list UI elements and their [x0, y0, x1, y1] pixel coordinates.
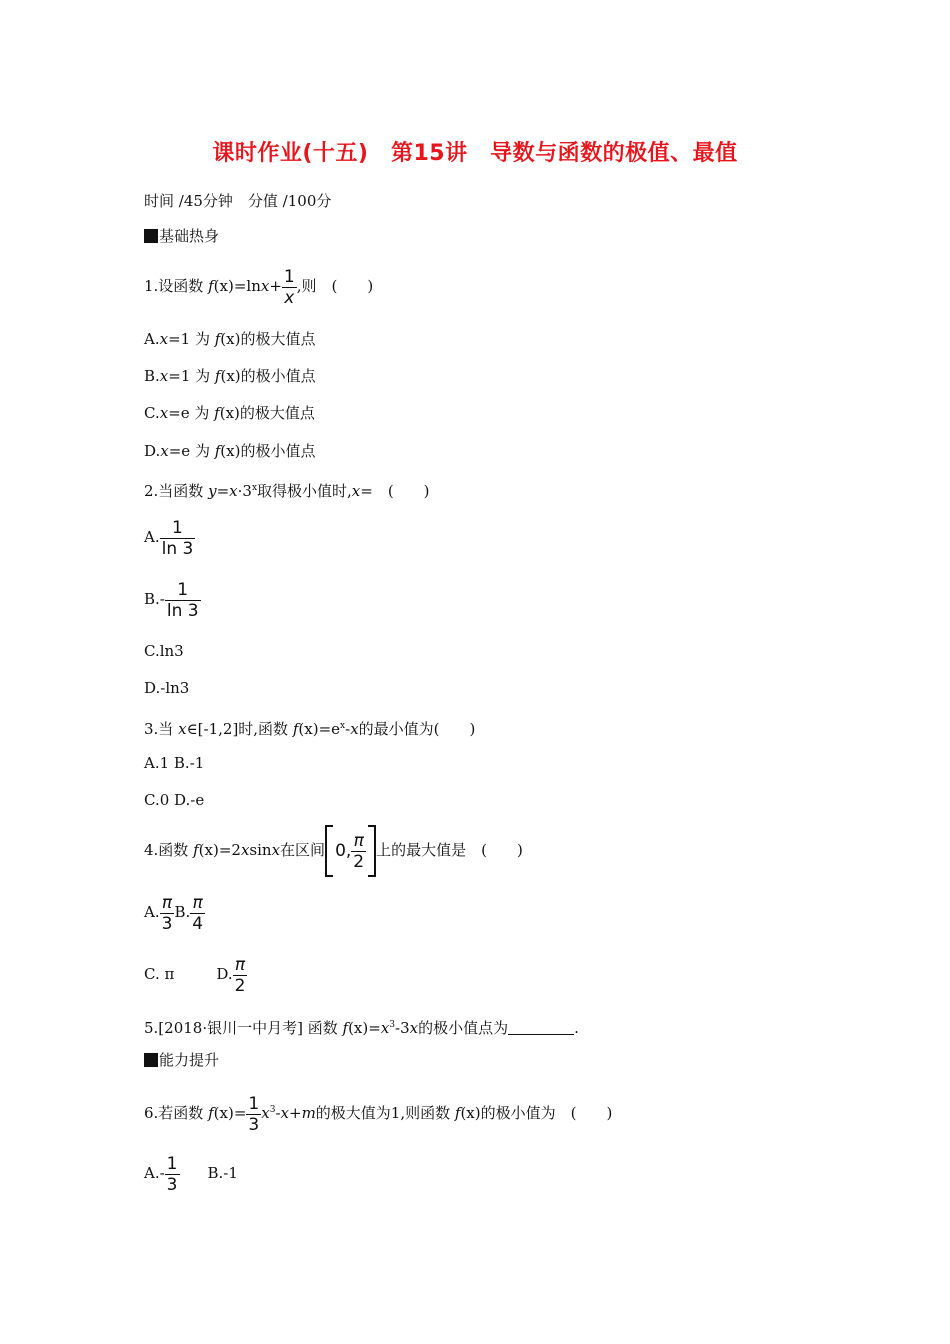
- question-6: 6.若函数 f(x)= $\frac{1}{3}$ $x^3-x+m$的极大值为1,则函数 f(x)的极小值为 ( ): [144, 1093, 613, 1135]
- black-square-icon: [144, 229, 158, 243]
- right-bracket: [368, 825, 376, 877]
- q2-option-d: D.-ln3: [144, 679, 190, 697]
- q2-option-a: A. $\frac{1}{\ln 3}$: [144, 517, 194, 559]
- q1-option-d: D.x=e 为 f(x)的极小值点: [144, 442, 316, 460]
- q4-options-cd: C. π D. $\frac{\pi}{2}$: [144, 954, 246, 996]
- left-bracket: [325, 825, 333, 877]
- q2-option-b: B.- $\frac{1}{\ln 3}$: [144, 579, 199, 621]
- question-4: 4.函数 f(x)=2xsinx在区间 0, $\frac{\pi}{2}$ 上的最大值是 ( ): [144, 824, 523, 877]
- answer-blank[interactable]: [508, 1020, 574, 1035]
- q1-option-a: A.x=1 为 f(x)的极大值点: [144, 330, 316, 348]
- page-title: 课时作业(十五) 第15讲 导数与函数的极值、最值: [212, 141, 738, 166]
- section-basic-label: 基础热身: [159, 227, 220, 245]
- section-advanced: [144, 1050, 219, 1070]
- q6-options-ab: A.- $\frac{1}{3}$ B.-1: [144, 1153, 238, 1195]
- q4-options-ab: A. $\frac{\pi}{3}$ B. $\frac{\pi}{4}$: [144, 892, 204, 934]
- q1-option-c: C.x=e 为 f(x)的极大值点: [144, 404, 315, 422]
- q2-option-c: C.ln3: [144, 642, 184, 660]
- q1-option-b: B.x=1 为 f(x)的极小值点: [144, 367, 316, 385]
- black-square-icon: [144, 1053, 158, 1067]
- q3-options-cd: C.0 D.-e: [144, 791, 205, 809]
- q3-options-ab: A.1 B.-1: [144, 754, 205, 772]
- question-5: 5.[2018·银川一中月考] 函数 $f(x)=x^3-3x$的极小值点为 .: [144, 1019, 579, 1037]
- section-basic: [144, 226, 219, 246]
- question-1: 1.设函数 f(x)=lnx+ $\frac{1}{x}$ ,则 ( ): [144, 266, 374, 308]
- time-score-line: 时间 /45分钟 分值 /100分: [144, 192, 332, 210]
- question-3: 3.当 x∈[-1,2]时,函数 $f(x)=e^x-x$的最小值为( ): [144, 720, 476, 738]
- question-2: 2.当函数 $y=x\cdot 3^x$取得极小值时,x= ( ): [144, 482, 430, 500]
- fraction-1-over-x: $\frac{1}{x}$: [283, 266, 295, 308]
- section-advanced-label: 能力提升: [159, 1051, 220, 1069]
- interval-content: 0, $\frac{\pi}{2}$: [335, 830, 365, 872]
